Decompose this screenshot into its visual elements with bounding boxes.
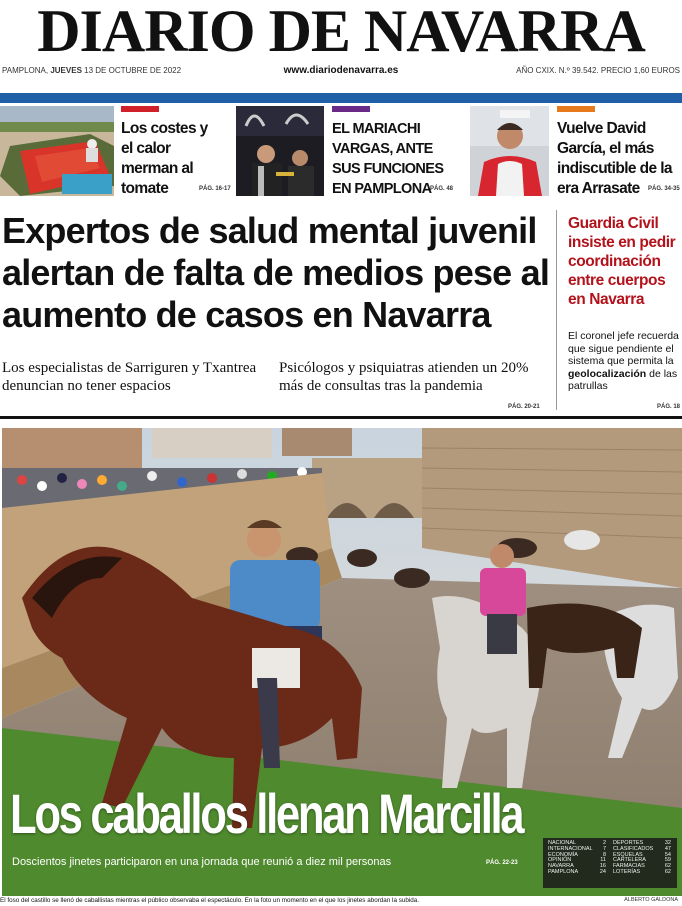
teaser-3-page: PÁG. 34-35 xyxy=(648,186,680,192)
section-name: NACIONAL xyxy=(548,840,577,846)
teaser-3-title[interactable]: Vuelve David García, el más indiscutible de la era Arrasate xyxy=(557,120,672,197)
side-headline[interactable]: Guardia Civil insiste en pedir coordinación entre cuerpos en Navarra xyxy=(568,215,676,308)
section-name: INTERNACIONAL xyxy=(548,845,593,852)
section-name: ESQUELAS xyxy=(613,851,643,858)
section-name: DEPORTES xyxy=(613,840,644,846)
main-story-page: PÁG. 20-21 xyxy=(508,404,540,410)
teaser-1-page: PÁG. 16-17 xyxy=(199,186,231,192)
section-row[interactable] xyxy=(548,870,606,876)
section-name: PAMPLONA xyxy=(548,868,579,875)
section-page: 62 xyxy=(664,868,671,875)
side-body-end: de las patrullas xyxy=(568,367,678,392)
section-name: OPINIÓN xyxy=(548,857,572,864)
dateline-issue: AÑO CXIX. N.º 39.542. PRECIO 1,60 EUROS xyxy=(516,66,680,75)
teaser-tag-orange xyxy=(557,106,595,112)
section-name: CARTELERA xyxy=(613,857,646,864)
website-link[interactable]: www.diariodenavarra.es xyxy=(283,65,399,76)
section-page: 11 xyxy=(600,857,606,864)
side-body xyxy=(568,330,680,393)
dateline-weekday: JUEVES xyxy=(50,66,82,75)
sections-index xyxy=(543,838,677,888)
side-body-start: El coronel jefe recuerda que sigue pendiente el sistema que permita la xyxy=(568,330,679,367)
section-page: 62 xyxy=(664,863,671,870)
section-page: 32 xyxy=(664,840,671,846)
main-headline[interactable]: Expertos de salud mental juvenil alertan de falta de medios pese al aumento de casos en Navarra xyxy=(2,210,550,335)
section-page: 54 xyxy=(664,851,671,858)
main-deck-left: Los especialistas de Sarriguren y Txantrea denuncian no tener espacios xyxy=(2,360,257,394)
footer-caption-rest: En la foto un momento en el que los jinetes abordan la subida. xyxy=(244,897,420,904)
section-page: 16 xyxy=(599,863,606,870)
section-page: 7 xyxy=(602,845,606,852)
side-story-page: PÁG. 18 xyxy=(657,404,681,410)
photo-headline[interactable]: Los caballos llenan Marcilla xyxy=(10,782,523,845)
main-deck-right: Psicólogos y psiquiatras atienden un 20% más de consultas tras la pandemia xyxy=(279,360,529,394)
section-row[interactable] xyxy=(613,870,671,876)
masthead-divider xyxy=(0,93,682,103)
column-divider xyxy=(556,210,557,410)
mariachi-band-photo xyxy=(236,106,324,196)
photo-footer-caption xyxy=(0,897,419,904)
photo-story-page: PÁG. 22-23 xyxy=(486,860,518,866)
teaser-tag-purple xyxy=(332,106,370,112)
footballer-photo xyxy=(470,106,549,196)
teaser-tag-red xyxy=(121,106,159,112)
section-name: NAVARRA xyxy=(548,863,574,870)
section-page: 2 xyxy=(602,840,606,846)
teaser-2-page: PÁG. 48 xyxy=(430,186,454,192)
footer-caption-bold: El foso del castillo se llenó de caballistas mientras el público observaba el espectáculo. xyxy=(0,897,243,904)
section-page: 47 xyxy=(664,845,671,852)
section-name: ECONOMÍA xyxy=(548,851,578,858)
section-page: 59 xyxy=(664,857,671,864)
dateline-city: PAMPLONA, xyxy=(2,66,49,75)
dateline-date: 13 DE OCTUBRE DE 2022 xyxy=(84,66,182,75)
section-name: CLASIFICADOS xyxy=(613,845,654,852)
photo-caption: Doscientos jinetes participaron en una jornada que reunió a diez mil personas xyxy=(12,856,392,868)
section-name: LOTERÍAS xyxy=(613,868,641,875)
teaser-2-title[interactable]: EL MARIACHI VARGAS, ANTE SUS FUNCIONES EN PAMPLONA xyxy=(332,121,444,197)
section-page: 24 xyxy=(599,868,606,875)
section-rule xyxy=(0,416,682,419)
teaser-1-title[interactable]: Los costes y el calor merman al tomate xyxy=(121,120,208,197)
tomato-harvest-photo xyxy=(0,106,114,196)
masthead-title: DIARIO DE NAVARRA xyxy=(37,0,645,64)
section-name: FARMACIAS xyxy=(613,863,645,870)
section-page: 8 xyxy=(602,851,606,858)
side-body-bold: geolocalización xyxy=(568,367,647,380)
photo-credit: ALBERTO GALDONA xyxy=(624,897,678,903)
